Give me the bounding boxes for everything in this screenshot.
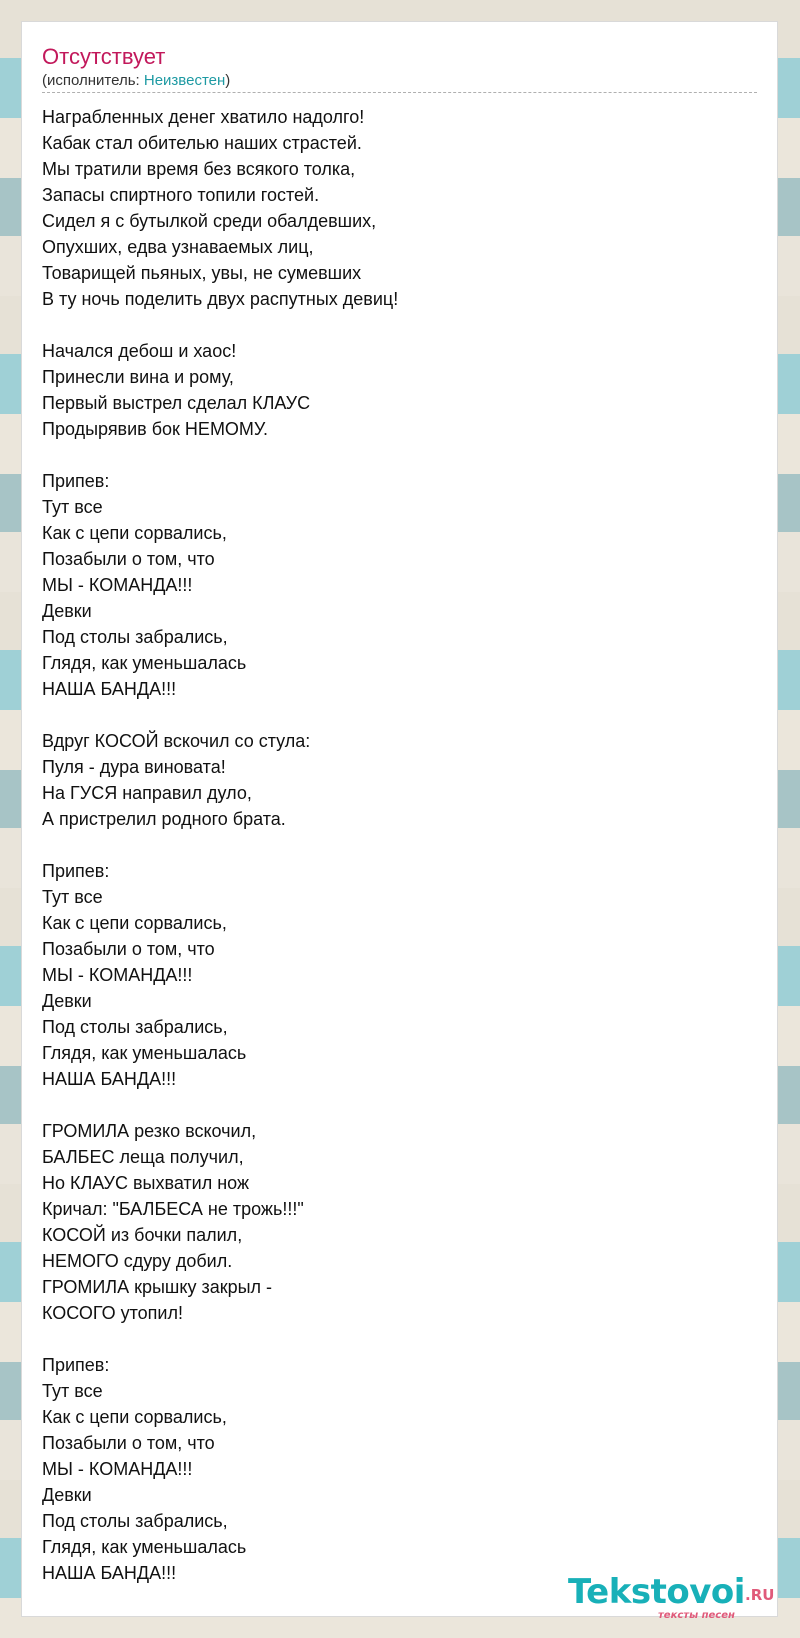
song-title: Отсутствует xyxy=(42,44,166,69)
logo-tld: .RU xyxy=(745,1586,775,1604)
artist-line xyxy=(42,72,230,90)
site-logo[interactable] xyxy=(568,1572,775,1630)
title-divider xyxy=(42,92,757,93)
artist-link[interactable]: Неизвестен xyxy=(143,72,226,89)
logo-wordmark: Tekstovoi xyxy=(568,1572,745,1612)
artist-prefix: (исполнитель: xyxy=(42,72,144,89)
logo-tagline: тексты песен xyxy=(658,1610,735,1621)
artist-suffix: ) xyxy=(225,72,231,89)
lyrics-text: Награбленных денег хватило надолго! Кабак стал обителью наших страстей. Мы тратили время без всякого толка, Запасы спиртного топили гостей. Сидел я с бутылкой среди обалдевших, Опухших, едва узнаваемых лиц, Товарищей пьяных, увы, не сумевших В ту ночь поделить двух распутных девиц! Начался дебош и хаос! Принесли вина и рому, Первый выстрел сделал КЛАУС Продырявив бок НЕМОМУ. Припев: Тут все Как с цепи сорвались, Позабыли о том, что МЫ - КОМАНДА!!! Девки Под столы забрались, Глядя, как уменьшалась НАША БАНДА!!! Вдруг КОСОЙ вскочил со стула: Пуля - дура виновата! На ГУСЯ направил дуло, А пристрелил родного брата. Припев: Тут все Как с цепи сорвались, Позабыли о том, что МЫ - КОМАНДА!!! Девки Под столы забрались, Глядя, как уменьшалась НАША БАНДА!!! ГРОМИЛА резко вскочил, БАЛБЕС леща получил, Но КЛАУС выхватил нож Кричал: "БАЛБЕСА не трожь!!!" КОСОЙ из бочки палил, НЕМОГО сдуру добил. ГРОМИЛА крышку закрыл - КОСОГО утопил! Припев: Тут все Как с цепи сорвались, Позабыли о том, что МЫ - КОМАНДА!!! Девки Под столы забрались, Глядя, как уменьшалась НАША БАНДА!!! xyxy=(42,107,399,1583)
